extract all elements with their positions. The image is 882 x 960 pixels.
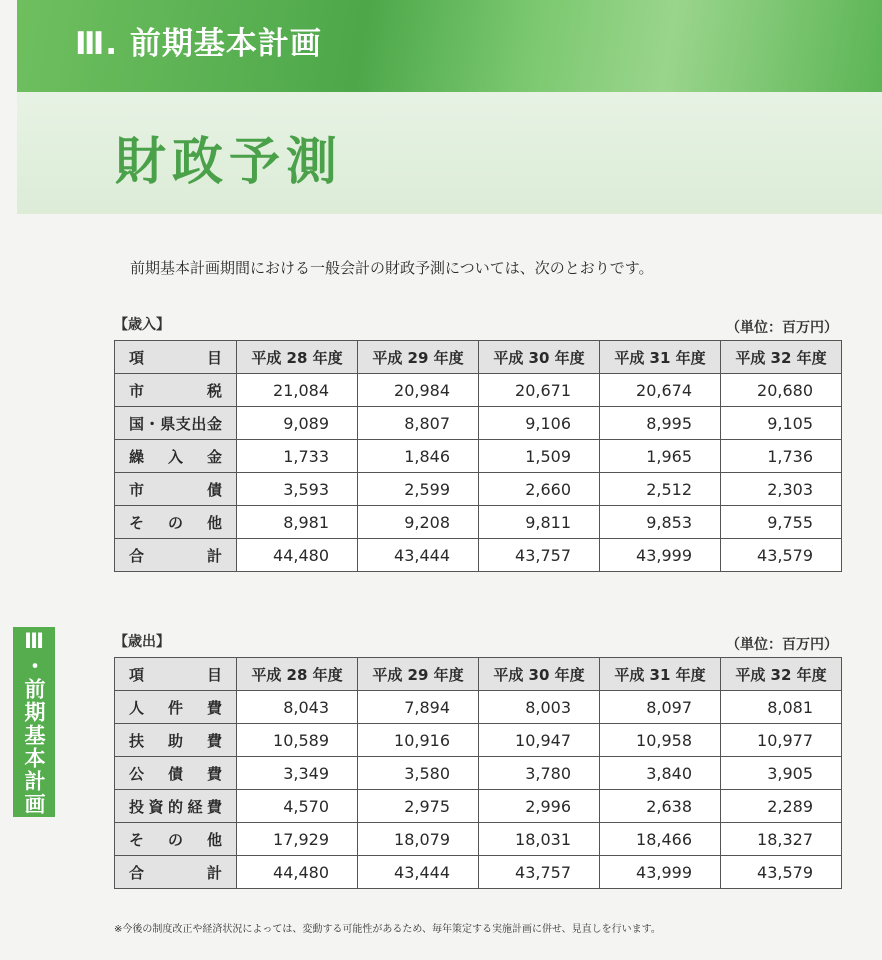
- revenue-cell: 2,512: [600, 473, 721, 506]
- expenditure-cell: 8,043: [237, 691, 358, 724]
- expenditure-column-header: 平成 32 年度: [721, 658, 842, 691]
- table-row: [115, 374, 842, 407]
- revenue-cell: 9,853: [600, 506, 721, 539]
- expenditure-row-label: 投資的経費: [115, 790, 237, 823]
- expenditure-cell: 2,975: [358, 790, 479, 823]
- footnote: ※今後の制度改正や経済状況によっては、変動する可能性があるため、毎年策定する実施計画に併せ、見直しを行います。: [114, 924, 661, 935]
- revenue-row-label: 市債: [115, 473, 237, 506]
- revenue-column-header: 平成 30 年度: [479, 341, 600, 374]
- revenue-cell: 8,807: [358, 407, 479, 440]
- revenue-cell: 9,755: [721, 506, 842, 539]
- table-row: [115, 407, 842, 440]
- expenditure-cell: 43,444: [358, 856, 479, 889]
- revenue-cell: 9,208: [358, 506, 479, 539]
- revenue-row-label: 国・県支出金: [115, 407, 237, 440]
- expenditure-cell: 7,894: [358, 691, 479, 724]
- expenditure-row-label: 公債費: [115, 757, 237, 790]
- table-row: [115, 856, 842, 889]
- expenditure-cell: 17,929: [237, 823, 358, 856]
- revenue-cell: 2,660: [479, 473, 600, 506]
- expenditure-label: 【歳出】: [114, 634, 170, 650]
- expenditure-cell: 44,480: [237, 856, 358, 889]
- expenditure-row-label: 扶助費: [115, 724, 237, 757]
- expenditure-column-header: 項 目: [115, 658, 237, 691]
- expenditure-cell: 8,097: [600, 691, 721, 724]
- page-title: 財政予測: [115, 133, 344, 192]
- revenue-cell: 1,965: [600, 440, 721, 473]
- expenditure-row-label: 合計: [115, 856, 237, 889]
- expenditure-cell: 3,780: [479, 757, 600, 790]
- expenditure-cell: 3,840: [600, 757, 721, 790]
- expenditure-cell: 43,999: [600, 856, 721, 889]
- revenue-row-label: 市税: [115, 374, 237, 407]
- revenue-cell: 43,444: [358, 539, 479, 572]
- revenue-cell: 3,593: [237, 473, 358, 506]
- expenditure-cell: 10,947: [479, 724, 600, 757]
- revenue-cell: 20,984: [358, 374, 479, 407]
- revenue-cell: 44,480: [237, 539, 358, 572]
- expenditure-row-label: その他: [115, 823, 237, 856]
- expenditure-cell: 18,079: [358, 823, 479, 856]
- expenditure-column-header: 平成 29 年度: [358, 658, 479, 691]
- expenditure-cell: 2,289: [721, 790, 842, 823]
- expenditure-column-header: 平成 28 年度: [237, 658, 358, 691]
- revenue-header-row: [115, 341, 842, 374]
- section-title: Ⅲ. 前期基本計画: [75, 26, 322, 62]
- revenue-cell: 9,105: [721, 407, 842, 440]
- expenditure-cell: 10,977: [721, 724, 842, 757]
- expenditure-cell: 2,638: [600, 790, 721, 823]
- revenue-cell: 21,084: [237, 374, 358, 407]
- revenue-cell: 20,674: [600, 374, 721, 407]
- table-row: [115, 506, 842, 539]
- revenue-row-label: 合計: [115, 539, 237, 572]
- expenditure-cell: 43,579: [721, 856, 842, 889]
- revenue-cell: 9,811: [479, 506, 600, 539]
- revenue-row-label: その他: [115, 506, 237, 539]
- expenditure-column-header: 平成 31 年度: [600, 658, 721, 691]
- revenue-cell: 20,671: [479, 374, 600, 407]
- expenditure-column-header: 平成 30 年度: [479, 658, 600, 691]
- revenue-column-header: 平成 28 年度: [237, 341, 358, 374]
- revenue-row-label: 繰入金: [115, 440, 237, 473]
- revenue-label: 【歳入】: [114, 317, 170, 333]
- revenue-column-header: 平成 32 年度: [721, 341, 842, 374]
- expenditure-cell: 43,757: [479, 856, 600, 889]
- table-row: [115, 790, 842, 823]
- revenue-cell: 1,733: [237, 440, 358, 473]
- side-tab: Ⅲ・前期基本計画: [13, 627, 55, 817]
- expenditure-header-row: [115, 658, 842, 691]
- section-banner: [17, 0, 882, 92]
- expenditure-cell: 2,996: [479, 790, 600, 823]
- table-row: [115, 440, 842, 473]
- expenditure-unit-label: （単位：百万円）: [726, 637, 838, 653]
- intro-text: 前期基本計画期間における一般会計の財政予測については、次のとおりです。: [130, 259, 654, 277]
- table-row: [115, 473, 842, 506]
- table-row: [115, 823, 842, 856]
- revenue-cell: 9,089: [237, 407, 358, 440]
- revenue-cell: 43,757: [479, 539, 600, 572]
- revenue-table: [114, 340, 842, 572]
- revenue-unit-label: （単位：百万円）: [726, 320, 838, 336]
- expenditure-cell: 18,466: [600, 823, 721, 856]
- revenue-cell: 8,995: [600, 407, 721, 440]
- table-row: [115, 691, 842, 724]
- table-row: [115, 724, 842, 757]
- expenditure-table: [114, 657, 842, 889]
- revenue-cell: 1,509: [479, 440, 600, 473]
- revenue-column-header: 項 目: [115, 341, 237, 374]
- revenue-cell: 2,599: [358, 473, 479, 506]
- revenue-cell: 9,106: [479, 407, 600, 440]
- revenue-cell: 43,999: [600, 539, 721, 572]
- expenditure-cell: 8,003: [479, 691, 600, 724]
- table-row: [115, 539, 842, 572]
- title-area: [17, 92, 882, 214]
- expenditure-cell: 10,916: [358, 724, 479, 757]
- expenditure-cell: 10,589: [237, 724, 358, 757]
- expenditure-cell: 4,570: [237, 790, 358, 823]
- expenditure-cell: 3,580: [358, 757, 479, 790]
- expenditure-cell: 8,081: [721, 691, 842, 724]
- revenue-cell: 8,981: [237, 506, 358, 539]
- expenditure-cell: 3,349: [237, 757, 358, 790]
- revenue-cell: 1,736: [721, 440, 842, 473]
- table-row: [115, 757, 842, 790]
- expenditure-cell: 18,327: [721, 823, 842, 856]
- expenditure-cell: 18,031: [479, 823, 600, 856]
- expenditure-cell: 10,958: [600, 724, 721, 757]
- revenue-cell: 20,680: [721, 374, 842, 407]
- revenue-cell: 1,846: [358, 440, 479, 473]
- revenue-column-header: 平成 29 年度: [358, 341, 479, 374]
- revenue-column-header: 平成 31 年度: [600, 341, 721, 374]
- revenue-cell: 2,303: [721, 473, 842, 506]
- revenue-cell: 43,579: [721, 539, 842, 572]
- expenditure-row-label: 人件費: [115, 691, 237, 724]
- expenditure-cell: 3,905: [721, 757, 842, 790]
